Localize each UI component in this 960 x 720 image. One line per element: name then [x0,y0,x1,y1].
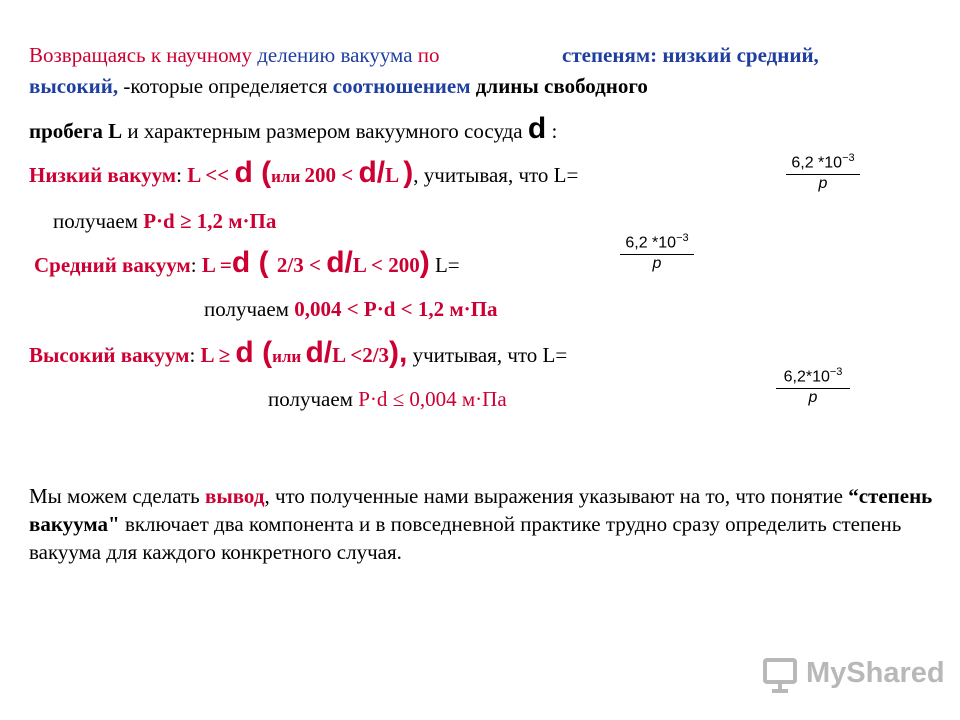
intro-text-6: соотношением [332,74,471,98]
formula-denominator: p [652,255,662,273]
medium-f3: 2/3 < [276,253,327,277]
formula-fraction-low [782,148,864,193]
high-vacuum-colon: : [189,343,201,367]
high-f5: L <2/3 [332,343,390,367]
high-vacuum-label: Высокий вакуум [29,343,190,367]
medium-result: 0,004 < P·d < 1,2 м·Па [294,297,498,321]
high-f6: ), [389,336,408,369]
formula-fraction-high [772,362,854,407]
intro-text-8: пробега L [29,119,123,143]
low-f2: d ( [234,156,272,189]
low-f1: L << [187,163,235,187]
high-tail: учитывая, что L= [407,343,568,367]
formula-numerator: 6,2 $*10^{-3}$ [625,232,689,252]
intro-text-5: -которые определяется [118,74,333,98]
low-tail: , учитывая, что L= [413,163,579,187]
intro-text-3: по [417,43,440,67]
medium-vacuum-line [34,246,460,279]
medium-f2: d ( [231,246,277,279]
low-f4: 200 < [304,163,359,187]
medium-f4: d/ [326,246,353,279]
presentation-icon [762,655,802,695]
high-result-prefix: получаем [268,387,359,411]
intro-text-9: и характерным размером вакуумного сосуда [122,119,528,143]
high-f3: или [272,347,306,366]
low-vacuum-colon: : [176,163,188,187]
conclusion-text-2: вывод [204,484,265,508]
medium-result-line [204,296,498,322]
intro-text-4a: степеням: низкий средний, [562,43,819,67]
conclusion-text-1: Мы можем сделать [29,484,205,508]
medium-f1: L = [201,253,232,277]
watermark-text: MyShared [806,657,945,689]
low-result-line [53,208,276,234]
intro-text-11: : [546,119,558,143]
conclusion-text-5: включает два компонента и в повседневной практике трудно сразу определить степень вакуума для каждого конкретного случая. [29,512,902,564]
formula-denominator: p [808,389,818,407]
high-f4: d/ [305,336,333,369]
intro-line-2 [29,73,648,99]
formula-denominator: p [818,175,828,193]
medium-tail: L= [429,253,460,277]
low-result: P·d ≥ 1,2 м·Па [143,209,277,233]
intro-text-1: Возвращаясь к научному [29,43,258,67]
formula-fraction-medium [616,228,698,273]
intro-text-10: d [527,112,547,145]
intro-line-3 [29,112,558,145]
watermark-logo [762,655,945,695]
low-f3: или [271,167,305,186]
medium-vacuum-label: Средний вакуум [34,253,191,277]
low-f5: d/ [358,156,386,189]
intro-line-1b [562,42,819,68]
high-f2: d ( [235,336,273,369]
low-f7: ) [403,156,414,189]
intro-line-1 [29,42,440,68]
high-result: P·d ≤ 0,004 м·Па [358,387,507,411]
high-f1: L ≥ [200,343,236,367]
conclusion-text-3: , что полученные нами выражения указывают на то, что понятие [264,484,849,508]
high-result-line [268,386,507,412]
medium-f6: ) [419,246,430,279]
formula-numerator: 6,2 $*10^{-3}$ [791,152,855,172]
intro-text-7: длины свободного [470,74,648,98]
medium-vacuum-colon: : [190,253,202,277]
low-vacuum-line [29,156,579,190]
intro-text-4b: высокий, [29,74,119,98]
low-f6: L [385,163,404,187]
low-result-prefix: получаем [53,209,144,233]
medium-result-prefix: получаем [204,297,295,321]
conclusion-text-4: “степень вакуума" [29,484,933,536]
formula-numerator: $6,2*10^{-3}$ [783,366,843,386]
conclusion-paragraph [29,482,934,566]
intro-text-2: делению вакуума [257,43,418,67]
medium-f5: L < 200 [352,253,420,277]
high-vacuum-line [29,336,568,370]
low-vacuum-label: Низкий вакуум [29,163,177,187]
